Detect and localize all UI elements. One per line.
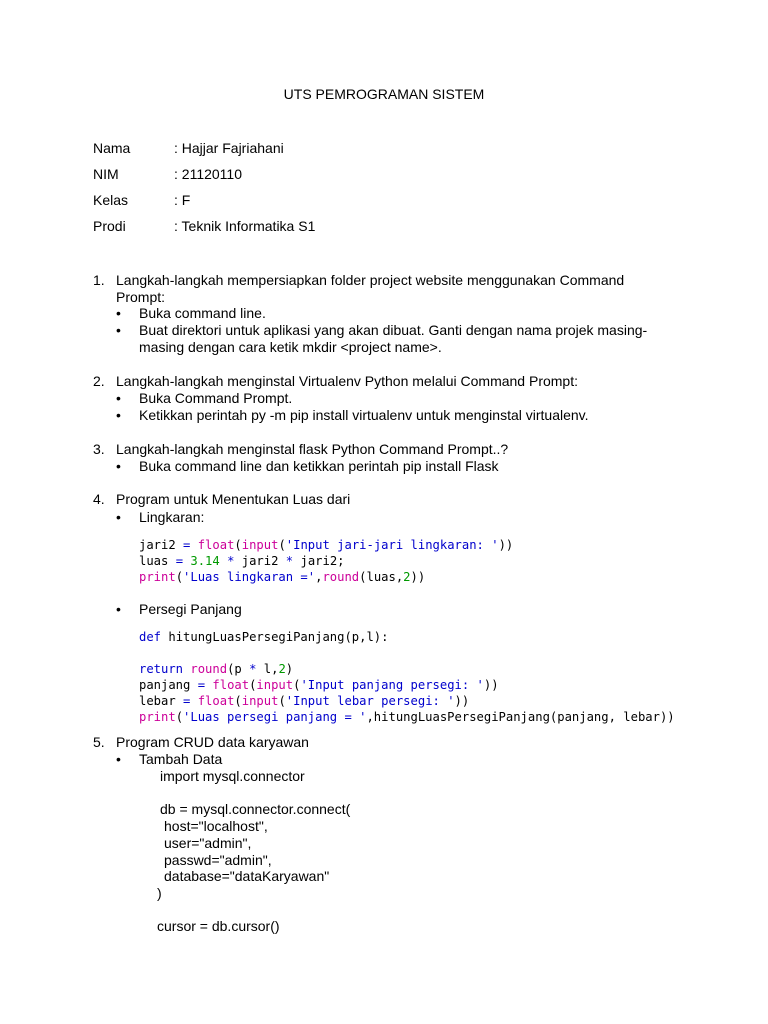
code-line: database="dataKaryawan" [164, 868, 330, 884]
list-item [116, 601, 676, 618]
question-4 [93, 491, 673, 508]
question-text: Program untuk Menentukan Luas dari [116, 491, 351, 507]
question-number: 5. [93, 734, 105, 750]
list-item [116, 407, 676, 424]
list-item [116, 305, 676, 322]
info-row-nim [93, 166, 242, 182]
question-text: Langkah-langkah mempersiapkan folder project website menggunakan Command Prompt: [116, 272, 625, 305]
list-item-text: Tambah Data [139, 751, 223, 767]
info-row-kelas [93, 192, 190, 208]
info-row-nama [93, 140, 284, 156]
bullet-icon: • [116, 509, 121, 525]
list-item-text: Lingkaran: [139, 509, 205, 525]
code-line: host="localhost", [164, 818, 268, 834]
code-line: passwd="admin", [164, 852, 272, 868]
code-line: db = mysql.connector.connect( [160, 801, 351, 817]
list-item-text: Ketikkan perintah py -m pip install virtualenv untuk menginstal virtualenv. [139, 407, 589, 423]
bullet-icon: • [116, 601, 121, 617]
document-title: UTS PEMROGRAMAN SISTEM [283, 86, 485, 102]
info-label: NIM [93, 166, 119, 182]
list-item [116, 509, 676, 526]
code-line: import mysql.connector [160, 768, 305, 784]
bullet-icon: • [116, 390, 121, 406]
code-line: cursor = db.cursor() [157, 918, 280, 934]
info-value: : 21120110 [174, 166, 242, 182]
code-block-lingkaran: jari2 = float(input('Input jari-jari lingkaran: ')) luas = 3.14 * jari2 * jari2; print('Luas lingkaran =',round(luas,2)) [139, 538, 514, 584]
question-1 [93, 272, 673, 306]
list-item [116, 390, 676, 407]
question-number: 2. [93, 373, 105, 389]
bullet-icon: • [116, 458, 121, 474]
info-value: : Teknik Informatika S1 [174, 218, 316, 234]
info-label: Prodi [93, 218, 126, 234]
list-item-text: Buka Command Prompt. [139, 390, 293, 406]
info-label: Kelas [93, 192, 129, 208]
question-number: 1. [93, 272, 105, 288]
info-value: : Hajjar Fajriahani [174, 140, 284, 156]
info-value: : F [174, 192, 191, 208]
list-item [116, 458, 676, 475]
list-item [116, 751, 676, 768]
list-item-text: Buat direktori untuk aplikasi yang akan dibuat. Ganti dengan nama projek masing-masing dengan cara ketik mkdir <project name>. [139, 322, 648, 355]
list-item-text: Persegi Panjang [139, 601, 242, 617]
question-2 [93, 373, 673, 390]
list-item-text: Buka command line dan ketikkan perintah pip install Flask [139, 458, 499, 474]
bullet-icon: • [116, 305, 121, 321]
question-number: 4. [93, 491, 105, 507]
question-text: Langkah-langkah menginstal flask Python Command Prompt..? [116, 441, 509, 457]
list-item-text: Buka command line. [139, 305, 266, 321]
code-line: ) [157, 885, 162, 901]
bullet-icon: • [116, 407, 121, 423]
question-text: Langkah-langkah menginstal Virtualenv Python melalui Command Prompt: [116, 373, 578, 389]
info-row-prodi [93, 218, 315, 234]
bullet-icon: • [116, 322, 121, 338]
info-label: Nama [93, 140, 131, 156]
list-item [116, 322, 676, 356]
code-block-persegi-panjang: def hitungLuasPersegiPanjang(p,l): return round(p * l,2) panjang = float(input('Input panjang persegi: ')) lebar = float(input('Input lebar persegi: ')) print('Luas persegi panjang = ',hitungLuasPersegiPanjang(panjang, lebar)) [139, 630, 675, 724]
question-number: 3. [93, 441, 105, 457]
code-line: user="admin", [164, 835, 252, 851]
question-3 [93, 441, 673, 458]
question-5 [93, 734, 673, 751]
question-text: Program CRUD data karyawan [116, 734, 309, 750]
bullet-icon: • [116, 751, 121, 767]
